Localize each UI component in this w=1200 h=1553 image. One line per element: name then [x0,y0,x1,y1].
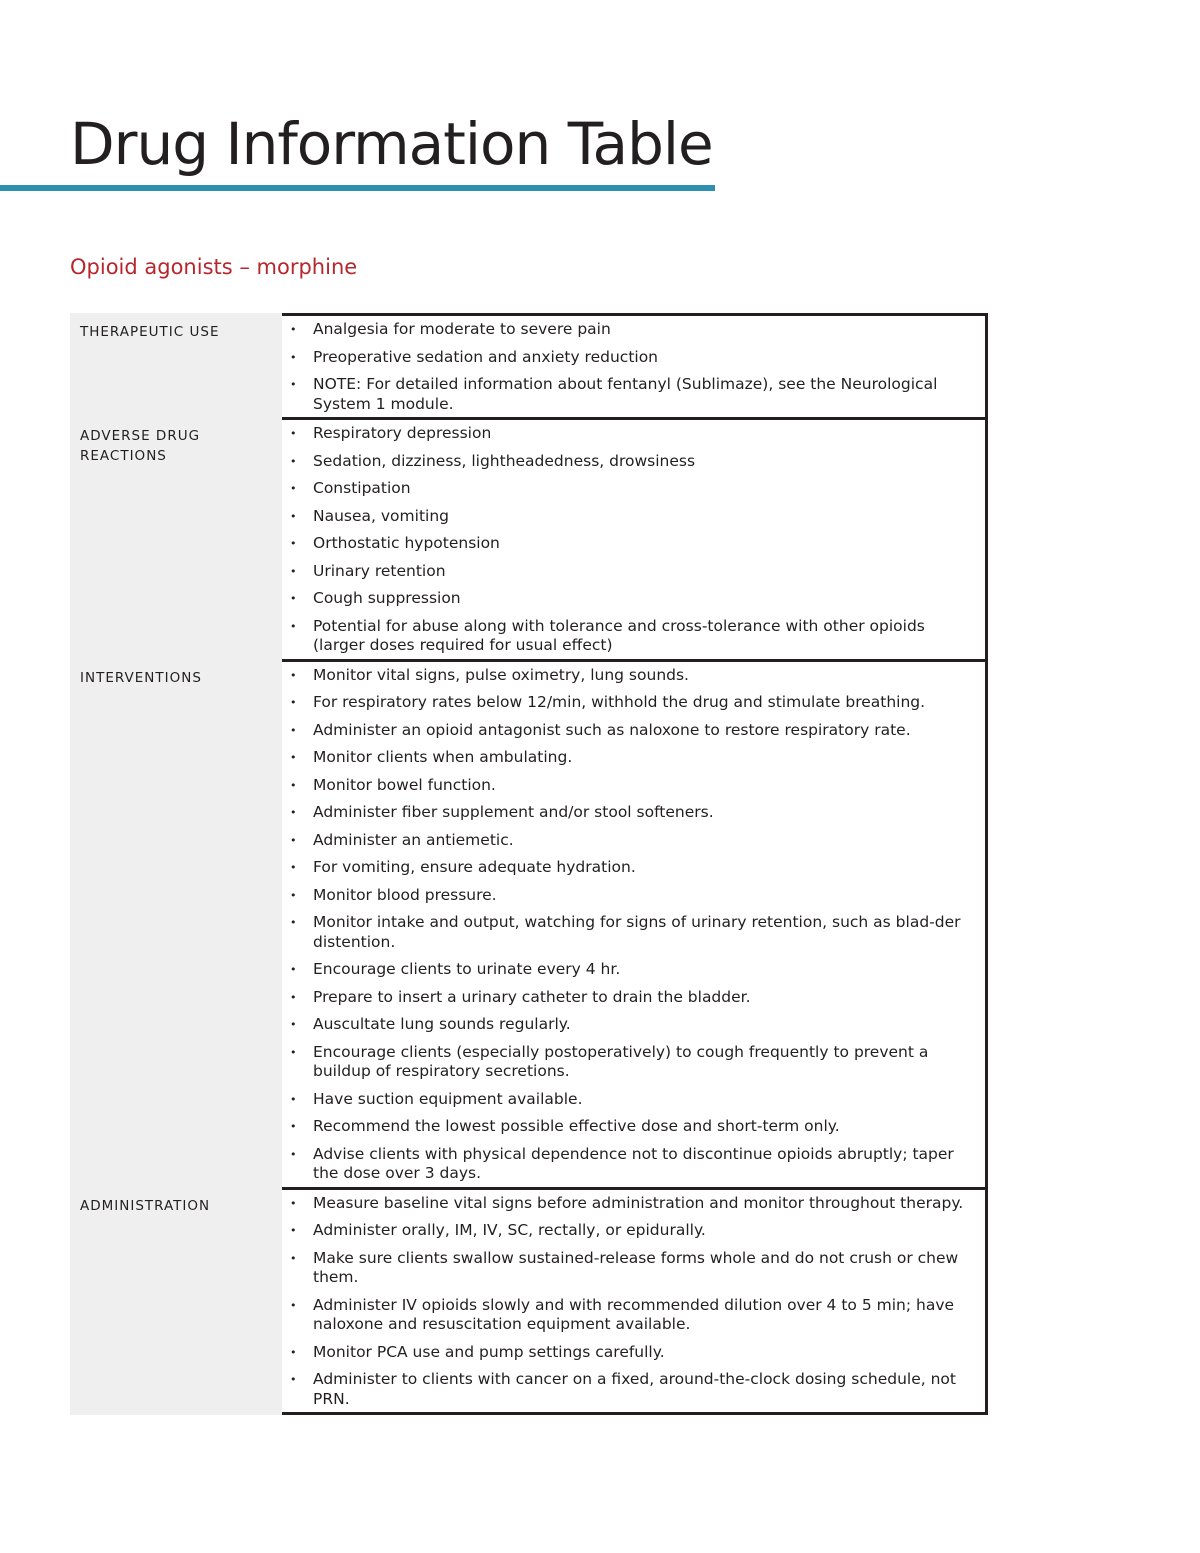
list-item-text: Encourage clients (especially postoperatively) to cough frequently to prevent a buildup of respiratory secretions. [313,1042,929,1080]
list-item [289,803,971,823]
bullet-icon: • [290,1045,297,1059]
bullet-icon: • [290,1092,297,1106]
bullet-icon: • [290,723,297,737]
list-item [289,721,971,741]
list-item-text: Sedation, dizziness, lightheadedness, drowsiness [313,451,696,470]
bullet-icon: • [290,537,297,550]
list-item [289,1194,971,1214]
list-item [289,424,971,444]
list-item [289,1043,971,1082]
bullet-icon: • [290,427,297,440]
list-item-text: Nausea, vomiting [313,506,449,525]
list-item [289,534,971,554]
bullet-list [289,1194,971,1410]
list-item-text: Potential for abuse along with tolerance and cross-tolerance with other opioids (larger doses required for usual effect) [313,616,925,654]
list-item-text: Urinary retention [313,561,446,580]
bullet-icon: • [290,1298,297,1312]
bullet-icon: • [290,1373,297,1386]
list-item-text: Preoperative sedation and anxiety reduction [313,347,659,366]
row-label: ADVERSE DRUG REACTIONS [70,417,282,659]
list-item [289,1249,971,1288]
bullet-icon: • [290,619,297,633]
list-item-text: Auscultate lung sounds regularly. [313,1015,571,1033]
list-item-text: Monitor intake and output, watching for signs of urinary retention, such as blad-der distention. [313,913,961,951]
bullet-icon: • [290,990,297,1004]
list-item [289,507,971,527]
bullet-icon: • [290,1251,297,1265]
list-item-text: Advise clients with physical dependence not to discontinue opioids abruptly; taper the dose over 3 days. [313,1144,954,1182]
list-item [289,479,971,499]
list-item-text: Administer an opioid antagonist such as naloxone to restore respiratory rate. [313,720,911,739]
bullet-icon: • [290,696,297,709]
list-item [289,1296,971,1335]
bullet-icon: • [290,668,297,682]
drug-subtitle: Opioid agonists – morphine [70,255,358,279]
list-item [289,1117,971,1137]
table-row [70,659,988,1187]
bullet-list [289,320,971,414]
list-item [289,452,971,472]
list-item-text: Prepare to insert a urinary catheter to drain the bladder. [313,987,751,1006]
row-content [282,417,988,659]
list-item [289,1015,971,1035]
list-item [289,589,971,609]
row-content [282,1187,988,1416]
list-item-text: Monitor blood pressure. [313,885,497,904]
list-item-text: Recommend the lowest possible effective dose and short-term only. [313,1117,840,1135]
list-item-text: Administer an antiemetic. [313,830,514,849]
table-row [70,1187,988,1416]
bullet-icon: • [290,806,297,819]
list-item-text: NOTE: For detailed information about fentanyl (Sublimaze), see the Neurological System 1 module. [313,375,938,413]
bullet-icon: • [290,1147,297,1161]
bullet-icon: • [290,564,297,578]
list-item [289,666,971,686]
row-label: INTERVENTIONS [70,659,282,1187]
list-item [289,348,971,368]
list-item [289,617,971,656]
bullet-icon: • [290,482,297,495]
list-item [289,562,971,582]
list-item [289,831,971,851]
list-item [289,693,971,713]
list-item [289,776,971,796]
list-item [289,886,971,906]
list-item-text: Encourage clients to urinate every 4 hr. [313,960,621,978]
list-item [289,960,971,980]
bullet-icon: • [290,888,297,902]
list-item-text: Orthostatic hypotension [313,534,500,552]
list-item [289,375,971,414]
bullet-icon: • [290,833,297,847]
list-item-text: For vomiting, ensure adequate hydration. [313,858,636,876]
bullet-icon: • [290,1345,297,1359]
bullet-icon: • [290,323,297,336]
bullet-icon: • [290,778,297,792]
row-content [282,313,988,417]
list-item [289,1343,971,1363]
list-item [289,858,971,878]
list-item-text: Monitor clients when ambulating. [313,748,573,766]
list-item-text: Administer orally, IM, IV, SC, rectally, or epidurally. [313,1221,706,1239]
bullet-icon: • [290,592,297,605]
bullet-icon: • [290,1018,297,1031]
bullet-icon: • [290,509,297,523]
bullet-icon: • [290,963,297,976]
bullet-icon: • [290,1196,297,1210]
list-item-text: Constipation [313,479,411,497]
list-item-text: Make sure clients swallow sustained-release forms whole and do not crush or chew them. [313,1248,959,1286]
row-label: ADMINISTRATION [70,1187,282,1416]
list-item-text: Respiratory depression [313,424,492,442]
list-item [289,1090,971,1110]
bullet-icon: • [290,350,297,364]
bullet-icon: • [290,454,297,468]
list-item-text: Have suction equipment available. [313,1089,583,1108]
bullet-icon: • [290,1120,297,1133]
drug-info-table [70,313,988,1415]
list-item [289,1221,971,1241]
list-item [289,1145,971,1184]
list-item-text: Measure baseline vital signs before administration and monitor throughout therapy. [313,1193,964,1212]
list-item-text: Analgesia for moderate to severe pain [313,320,611,338]
table-row [70,313,988,417]
list-item [289,988,971,1008]
list-item-text: Administer IV opioids slowly and with recommended dilution over 4 to 5 min; have naloxone and resuscitation equipment available. [313,1295,955,1333]
bullet-icon: • [290,861,297,874]
list-item [289,748,971,768]
list-item-text: Administer to clients with cancer on a fixed, around-the-clock dosing schedule, not PRN. [313,1370,956,1408]
list-item-text: Cough suppression [313,589,461,607]
table-row [70,417,988,659]
bullet-list [289,666,971,1184]
page-title: Drug Information Table [70,110,713,178]
row-label: THERAPEUTIC USE [70,313,282,417]
title-underline [0,185,715,191]
bullet-icon: • [290,1224,297,1237]
bullet-list [289,424,971,656]
list-item-text: Administer fiber supplement and/or stool softeners. [313,803,714,821]
row-content [282,659,988,1187]
list-item-text: For respiratory rates below 12/min, withhold the drug and stimulate breathing. [313,693,926,711]
list-item [289,1370,971,1409]
list-item [289,320,971,340]
bullet-icon: • [290,916,297,929]
bullet-icon: • [290,378,297,391]
list-item-text: Monitor vital signs, pulse oximetry, lung sounds. [313,665,689,684]
list-item [289,913,971,952]
list-item-text: Monitor bowel function. [313,775,496,794]
list-item-text: Monitor PCA use and pump settings carefully. [313,1342,665,1361]
bullet-icon: • [290,751,297,764]
